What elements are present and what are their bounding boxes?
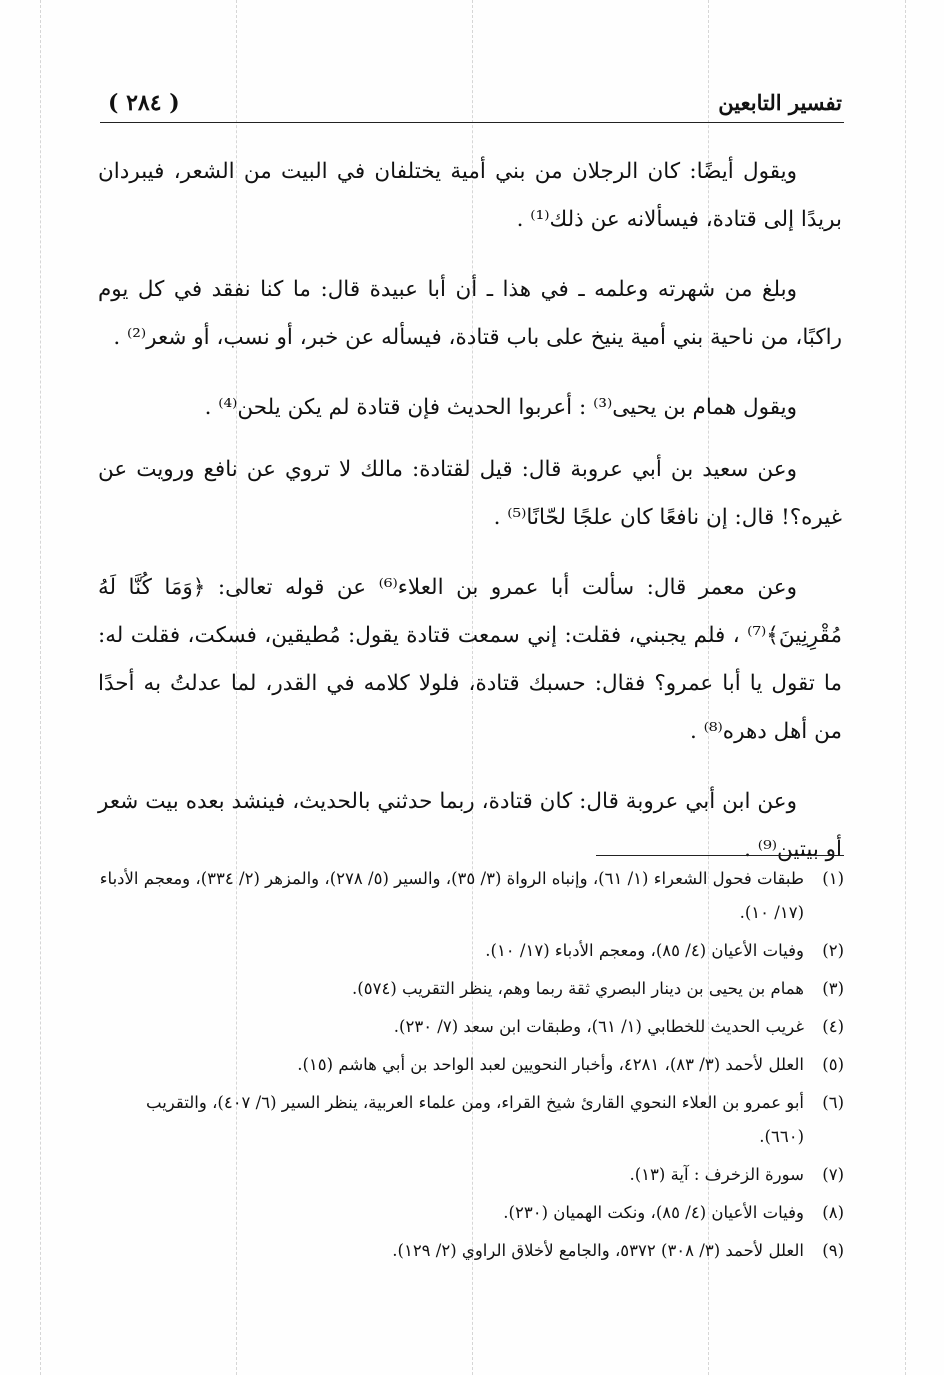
page-number: ( ٢٨٤ ) [108,90,180,116]
main-text [98,148,842,896]
paragraph: وعن سعيد بن أبي عروبة قال: قيل لقتادة: مالك لا تروي عن نافع ورويت عن غيره؟! قال: إن نافعًا كان علجًا لحّانًا⁽⁵⁾ . [98,457,842,530]
footnote [98,1086,844,1154]
paragraph: وعن معمر قال: سألت أبا عمرو بن العلاء⁽⁶⁾ عن قوله تعالى: ﴿وَمَا كُنَّا لَهُ مُقْرِنِينَ﴾⁽⁷⁾ ، فلم يجبني، فقلت: إني سمعت قتادة يقول: مُطيقين، فسكت، فقلت له: ما تقول يا أبا عمرو؟ فقال: حسبك قتادة، فلولا كلامه في القدر، لما عدلتُ به أحدًا من أهل دهره⁽⁸⁾ . [98,575,842,744]
footnote-number: (٧) [822,1165,844,1184]
footnote-text: غريب الحديث للخطابي (١/ ٦١)، وطبقات ابن سعد (٧/ ٢٣٠). [393,1017,804,1036]
footnote-text: سورة الزخرف : آية (١٣). [629,1165,804,1184]
paragraph: ويقول أيضًا: كان الرجلان من بني أمية يختلفان في البيت من الشعر، فيبردان بريدًا إلى قتادة، فيسألانه عن ذلك⁽¹⁾ . [98,159,842,232]
footnote-number: (٦) [822,1093,844,1112]
footnote [98,934,844,968]
footnote-number: (٣) [822,979,844,998]
footnote [98,1048,844,1082]
scan-guide-line [40,0,41,1375]
paragraph: وعن ابن أبي عروبة قال: كان قتادة، ربما حدثني بالحديث، فينشد بعده بيت شعر أو بيتين⁽⁹⁾ . [98,789,842,862]
footnote-number: (٤) [822,1017,844,1036]
footnote [98,1234,844,1268]
footnote [98,1010,844,1044]
footnotes [98,862,844,1272]
footnote [98,1196,844,1230]
footnote-number: (٢) [822,941,844,960]
footnote-text: وفيات الأعيان (٤/ ٨٥)، ونكت الهميان (٢٣٠). [503,1203,804,1222]
footnote-text: همام بن يحيى بن دينار البصري ثقة ربما وهم، ينظر التقريب (٥٧٤). [352,979,804,998]
footnote [98,862,844,930]
running-header [100,88,844,123]
footnote [98,1158,844,1192]
footnote-number: (١) [822,869,844,888]
footnote-text: العلل لأحمد (٣/ ٨٣)، ٤٢٨١، وأخبار النحويين لعبد الواحد بن أبي هاشم (١٥). [297,1055,804,1074]
footnote-text: وفيات الأعيان (٤/ ٨٥)، ومعجم الأدباء (١٧/ ١٠). [485,941,804,960]
scan-guide-line [905,0,906,1375]
book-title: تفسير التابعين [718,90,842,115]
footnote-number: (٩) [822,1241,844,1260]
footnote-separator [596,855,844,856]
footnote-number: (٥) [822,1055,844,1074]
footnote-number: (٨) [822,1203,844,1222]
paragraph: ويقول همام بن يحيى⁽³⁾ : أعربوا الحديث فإن قتادة لم يكن يلحن⁽⁴⁾ . [204,395,797,420]
footnote-text: طبقات فحول الشعراء (١/ ٦١)، وإنباه الرواة (٣/ ٣٥)، والسير (٥/ ٢٧٨)، والمزهر (٢/ ٣٣٤)، ومعجم الأدباء (١٧/ ١٠). [99,869,804,922]
paragraph: وبلغ من شهرته وعلمه ـ في هذا ـ أن أبا عبيدة قال: ما كنا نفقد في كل يوم راكبًا، من ناحية بني أمية ينيخ على باب قتادة، فيسأله عن خبر، أو نسب، أو شعر⁽²⁾ . [98,277,842,350]
footnote-text: أبو عمرو بن العلاء النحوي القارئ شيخ القراء، ومن علماء العربية، ينظر السير (٦/ ٤٠٧)، والتقريب (٦٦٠). [146,1093,804,1146]
footnote [98,972,844,1006]
footnote-text: العلل لأحمد (٣/ ٣٠٨) ٥٣٧٢، والجامع لأخلاق الراوي (٢/ ١٢٩). [392,1241,804,1260]
